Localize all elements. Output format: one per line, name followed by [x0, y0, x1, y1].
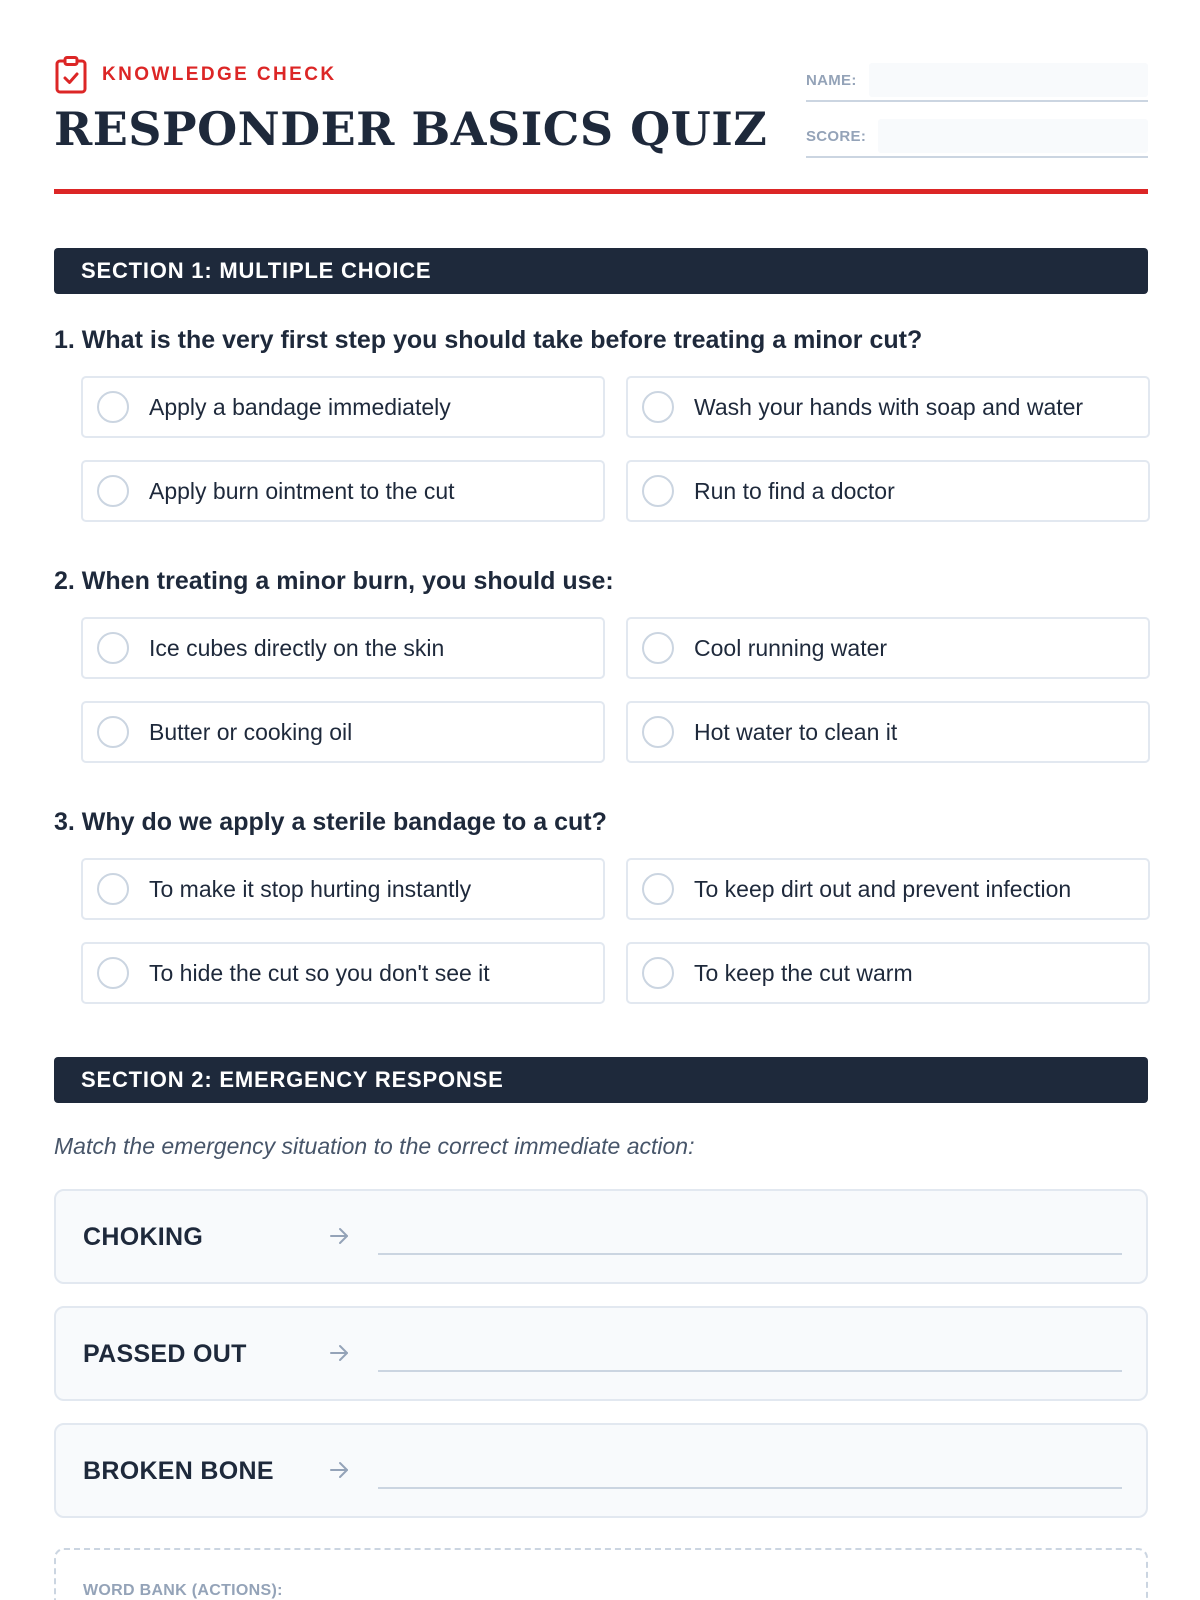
quiz-header	[54, 52, 1148, 194]
name-label: NAME:	[806, 71, 857, 89]
situation-label: BROKEN BONE	[83, 1457, 274, 1485]
radio-button[interactable]	[642, 391, 674, 423]
answer-line[interactable]	[378, 1370, 1122, 1372]
arrow-right-icon	[328, 1342, 350, 1369]
question-1: 1. What is the very first step you should take before treating a minor cut?	[54, 326, 923, 354]
q1-option-b[interactable]	[626, 376, 1150, 438]
q1-option-a[interactable]	[81, 376, 605, 438]
score-label: SCORE:	[806, 127, 867, 145]
option-label: To hide the cut so you don't see it	[149, 959, 490, 986]
radio-button[interactable]	[97, 873, 129, 905]
situation-label: CHOKING	[83, 1223, 204, 1251]
radio-button[interactable]	[97, 957, 129, 989]
option-label: Hot water to clean it	[694, 718, 898, 745]
option-label: To make it stop hurting instantly	[149, 875, 472, 902]
radio-button[interactable]	[642, 873, 674, 905]
name-field	[806, 60, 1148, 102]
radio-button[interactable]	[642, 716, 674, 748]
radio-button[interactable]	[97, 391, 129, 423]
option-label: To keep the cut warm	[694, 959, 913, 986]
option-label: Wash your hands with soap and water	[694, 393, 1084, 420]
q1-option-c[interactable]	[81, 460, 605, 522]
clipboard-check-icon	[54, 56, 88, 94]
q2-option-b[interactable]	[626, 617, 1150, 679]
option-label: Run to find a doctor	[694, 477, 895, 504]
q2-option-a[interactable]	[81, 617, 605, 679]
radio-button[interactable]	[97, 475, 129, 507]
q1-option-d[interactable]	[626, 460, 1150, 522]
option-label: Apply burn ointment to the cut	[149, 477, 455, 504]
answer-line[interactable]	[378, 1487, 1122, 1489]
page-title: RESPONDER BASICS QUIZ	[54, 102, 768, 156]
name-input[interactable]	[869, 63, 1148, 97]
answer-line[interactable]	[378, 1253, 1122, 1255]
matching-instructions: Match the emergency situation to the correct immediate action:	[54, 1133, 695, 1159]
score-field	[806, 116, 1148, 158]
header-divider	[54, 189, 1148, 194]
eyebrow-text: KNOWLEDGE CHECK	[102, 64, 337, 85]
match-row-passed-out	[54, 1306, 1148, 1401]
radio-button[interactable]	[642, 957, 674, 989]
word-bank	[54, 1548, 1148, 1600]
arrow-right-icon	[328, 1225, 350, 1252]
option-label: Cool running water	[694, 634, 888, 661]
eyebrow	[54, 56, 336, 94]
radio-button[interactable]	[642, 632, 674, 664]
option-label: To keep dirt out and prevent infection	[694, 875, 1072, 902]
word-bank-label: WORD BANK (ACTIONS):	[83, 1582, 283, 1599]
match-row-broken-bone	[54, 1423, 1148, 1518]
score-input[interactable]	[878, 119, 1148, 153]
radio-button[interactable]	[97, 632, 129, 664]
q2-option-d[interactable]	[626, 701, 1150, 763]
q3-option-b[interactable]	[626, 858, 1150, 920]
situation-label: PASSED OUT	[83, 1340, 247, 1368]
q3-option-c[interactable]	[81, 942, 605, 1004]
question-3: 3. Why do we apply a sterile bandage to a cut?	[54, 808, 607, 836]
option-label: Butter or cooking oil	[149, 718, 353, 745]
q3-option-a[interactable]	[81, 858, 605, 920]
radio-button[interactable]	[97, 716, 129, 748]
radio-button[interactable]	[642, 475, 674, 507]
q3-option-d[interactable]	[626, 942, 1150, 1004]
section-1-header: SECTION 1: MULTIPLE CHOICE	[54, 248, 1148, 294]
section-2-header: SECTION 2: EMERGENCY RESPONSE	[54, 1057, 1148, 1103]
option-label: Ice cubes directly on the skin	[149, 634, 445, 661]
question-2: 2. When treating a minor burn, you should use:	[54, 567, 614, 595]
q2-option-c[interactable]	[81, 701, 605, 763]
arrow-right-icon	[328, 1459, 350, 1486]
option-label: Apply a bandage immediately	[149, 393, 451, 420]
match-row-choking	[54, 1189, 1148, 1284]
